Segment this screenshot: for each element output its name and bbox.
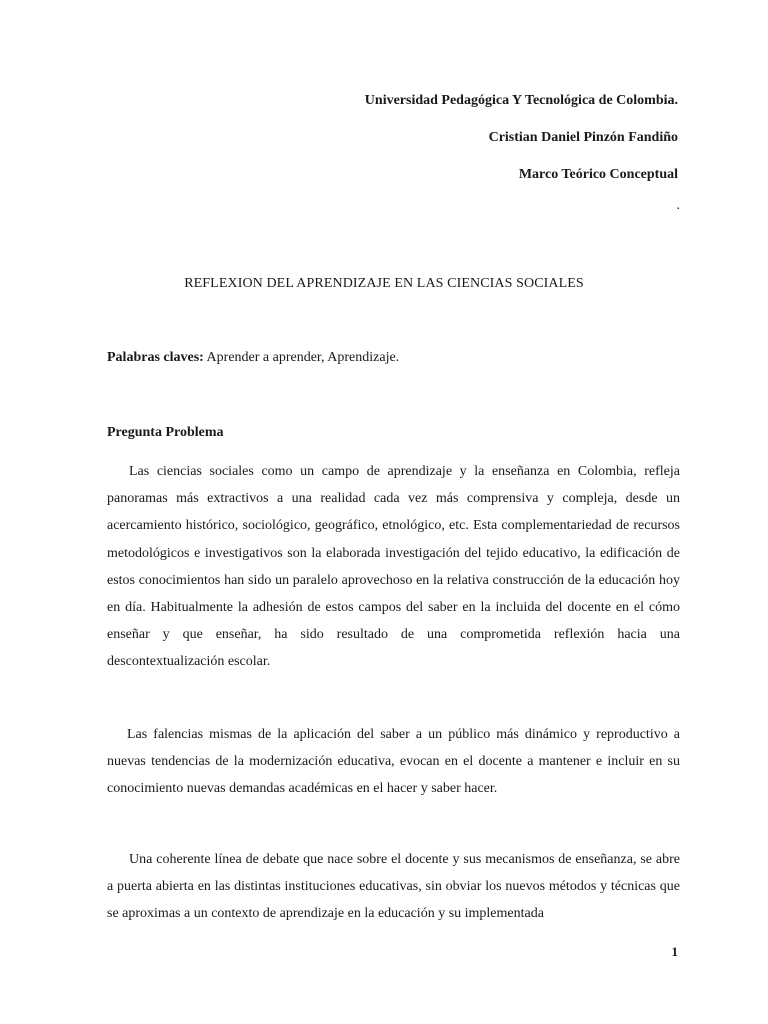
document-subject: Marco Teórico Conceptual [518, 167, 678, 182]
keywords-value: Aprender a aprender, Aprendizaje. [203, 350, 400, 365]
keywords-line [107, 350, 399, 366]
keywords-label: Palabras claves: [107, 350, 204, 365]
paragraph-3: Una coherente línea de debate que nace sobre el docente y sus mecanismos de enseñanza, se abre a puerta abierta en las distintas instituciones educativas, sin obviar los nuevos métodos y técnicas que se aproximas a un contexto de aprendizaje en la educación y su implementada [107, 852, 680, 922]
paragraph-1: Las ciencias sociales como un campo de aprendizaje y la enseñanza en Colombia, refleja panoramas más extractivos a una realidad cada vez más comprensiva y compleja, desde un acercamiento histórico, sociológico, geográfico, etnológico, etc. Esta complementariedad de recursos metodológicos e investigativos son la elaborada investigación del tejido educativo, la edificación de estos conocimientos han sido un paralelo aprovechoso en la relativa construcción de la educación hoy en día. Habitualmente la adhesión de estos campos del saber en la incluida del docente en el cómo enseñar y que enseñar, ha sido resultado de una comprometida reflexión hacia una descontextualización escolar. [107, 464, 680, 670]
university-name: Universidad Pedagógica Y Tecnológica de Colombia. [364, 93, 678, 108]
document-title: REFLEXION DEL APRENDIZAJE EN LAS CIENCIAS SOCIALES [184, 276, 584, 291]
author-name: Cristian Daniel Pinzón Fandiño [488, 130, 678, 145]
section-heading: Pregunta Problema [107, 425, 224, 440]
paragraph-2: Las falencias mismas de la aplicación del saber a un público más dinámico y reproductivo a nuevas tendencias de la modernización educativa, evocan en el docente a mantener e incluir en su conocimiento nuevas demandas académicas en el hacer y saber hacer. [107, 727, 680, 797]
header-dot: . [676, 198, 680, 213]
page-number: 1 [671, 944, 678, 959]
